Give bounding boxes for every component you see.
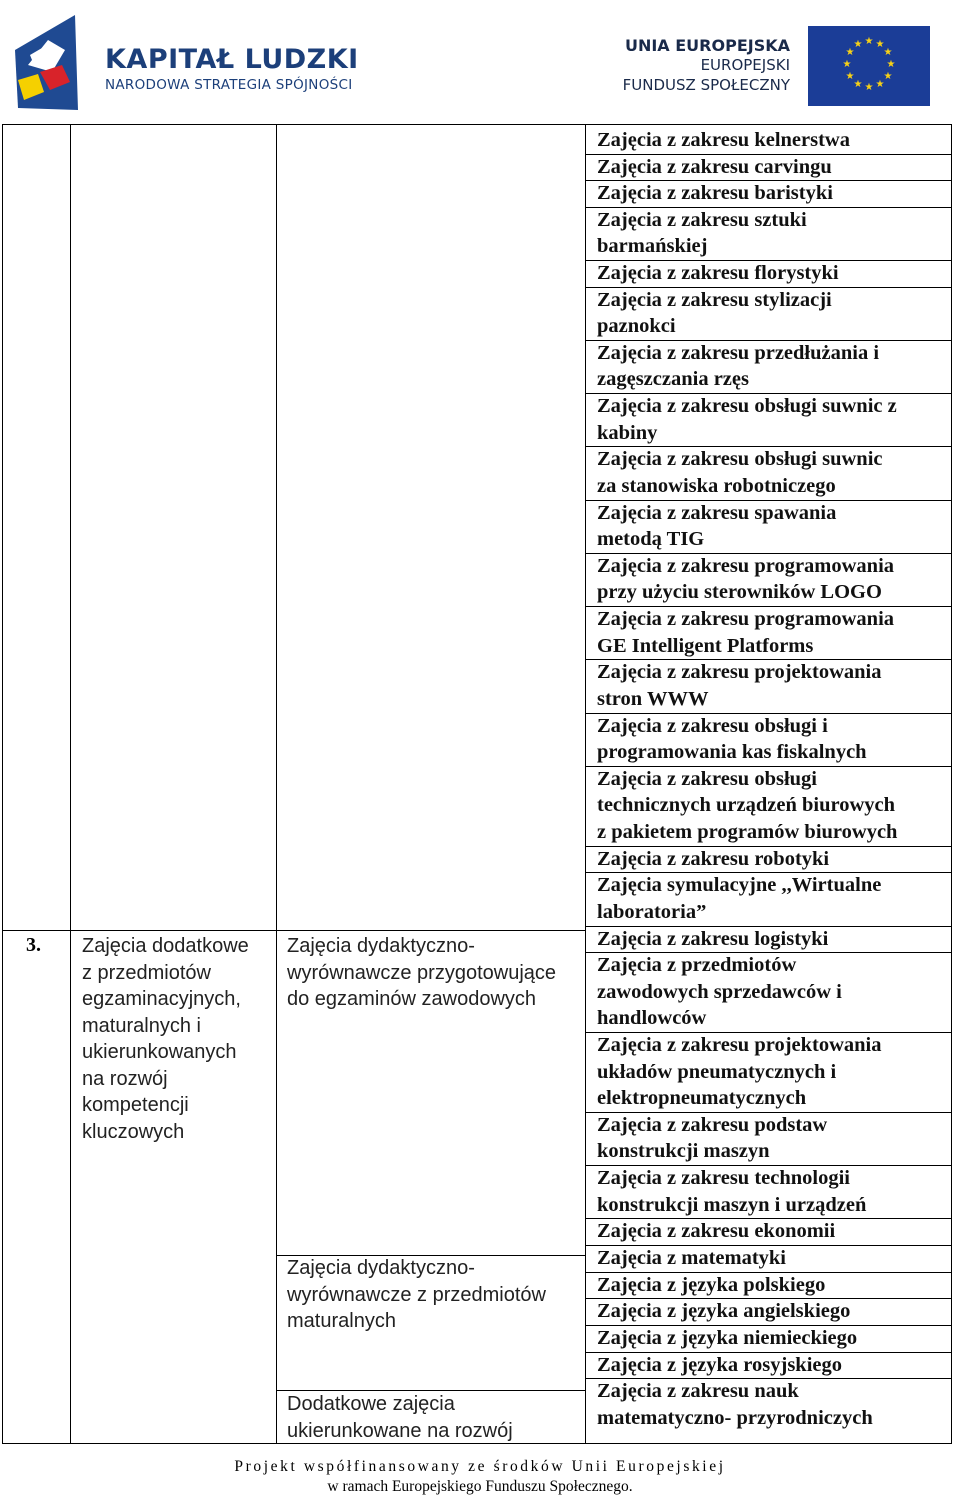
logo-title: KAPITAŁ LUDZKI — [105, 44, 359, 75]
activity-item: Zajęcia z języka niemieckiego — [597, 1326, 858, 1349]
activity-item: Zajęcia symulacyjne ,,Wirtualne laboratoria” — [597, 874, 882, 923]
activity-item: Zajęcia z zakresu podstaw konstrukcji maszyn — [597, 1113, 828, 1163]
activity-item: Zajęcia z zakresu nauk matematyczno- przyrodniczych — [597, 1380, 873, 1429]
svg-text:★: ★ — [845, 47, 855, 58]
page-header — [0, 0, 960, 118]
activity-item: Zajęcia z języka angielskiego — [597, 1300, 851, 1323]
sub-category-matura: Zajęcia dydaktyczno- wyrównawcze z przedmiotów maturalnych — [287, 1257, 546, 1332]
eu-label-line2: EUROPEJSKI — [700, 56, 790, 74]
svg-text:★: ★ — [845, 71, 855, 82]
eu-flag-icon — [808, 26, 930, 106]
svg-text:★: ★ — [864, 82, 874, 93]
main-category-text: Zajęcia dodatkowe z przedmiotów egzaminacyjnych, maturalnych i ukierunkowanych na rozwój kompetencji kluczowych — [82, 935, 249, 1143]
activity-item: Zajęcia z zakresu obsługi technicznych urządzeń biurowych z pakietem programów biurowych — [597, 767, 898, 843]
activity-item: Zajęcia z zakresu logistyki — [597, 927, 829, 950]
activity-item: Zajęcia z zakresu carvingu — [597, 155, 832, 178]
row-number: 3. — [26, 934, 41, 956]
kapital-ludzki-logo-icon — [10, 10, 80, 118]
activity-item: Zajęcia z zakresu ekonomii — [597, 1220, 836, 1243]
activity-item: Zajęcia z zakresu technologii konstrukcji maszyn i urządzeń — [597, 1167, 867, 1216]
activity-item: Zajęcia z zakresu florystyki — [597, 262, 839, 285]
activity-item: Zajęcia z zakresu obsługi i programowania kas fiskalnych — [597, 714, 867, 764]
activity-item: Zajęcia z zakresu programowania GE Intelligent Platforms — [597, 608, 895, 657]
sub-category-additional: Dodatkowe zajęcia ukierunkowane na rozwój — [287, 1393, 513, 1442]
svg-text:★: ★ — [883, 71, 893, 82]
activity-item: Zajęcia z zakresu robotyki — [597, 847, 830, 870]
sub-category-exam-prep: Zajęcia dydaktyczno- wyrównawcze przygotowujące do egzaminów zawodowych — [287, 935, 557, 1010]
activity-item: Zajęcia z zakresu stylizacji paznokci — [597, 288, 832, 338]
svg-text:★: ★ — [864, 36, 874, 47]
activity-item: Zajęcia z zakresu projektowania stron WWW — [597, 661, 882, 710]
activity-item: Zajęcia z zakresu projektowania układów pneumatycznych i elektropneumatycznych — [597, 1034, 882, 1110]
activity-item: Zajęcia z zakresu obsługi suwnic za stanowiska robotniczego — [597, 448, 883, 497]
svg-text:★: ★ — [875, 79, 885, 90]
activity-item: Zajęcia z języka polskiego — [597, 1273, 826, 1296]
eu-label-line3: FUNDUSZ SPOŁECZNY — [622, 76, 790, 94]
svg-text:★: ★ — [842, 59, 852, 70]
svg-text:★: ★ — [886, 59, 896, 70]
activity-item: Zajęcia z matematyki — [597, 1247, 786, 1270]
activity-item: Zajęcia z języka rosyjskiego — [597, 1353, 842, 1376]
activity-item: Zajęcia z zakresu obsługi suwnic z kabiny — [597, 395, 897, 444]
svg-text:★: ★ — [853, 39, 863, 50]
svg-text:★: ★ — [883, 47, 893, 58]
eu-label-line1: UNIA EUROPEJSKA — [624, 36, 790, 55]
footer-line2: w ramach Europejskiego Funduszu Społecznego. — [327, 1478, 633, 1495]
activity-item: Zajęcia z zakresu sztuki barmańskiej — [597, 208, 807, 258]
footer-line1: Projekt współfinansowany ze środków Unii Europejskiej — [234, 1458, 726, 1475]
activity-item: Zajęcia z zakresu przedłużania i zagęszczania rzęs — [597, 341, 880, 391]
activity-item: Zajęcia z przedmiotów zawodowych sprzedawców i handlowców — [597, 954, 842, 1030]
activity-item: Zajęcia z zakresu kelnerstwa — [597, 129, 850, 151]
svg-text:★: ★ — [875, 39, 885, 50]
activity-item: Zajęcia z zakresu baristyki — [597, 182, 833, 205]
activity-item: Zajęcia z zakresu spawania metodą TIG — [597, 501, 837, 551]
logo-subtitle: NARODOWA STRATEGIA SPÓJNOŚCI — [105, 77, 353, 93]
svg-text:★: ★ — [853, 79, 863, 90]
activity-item: Zajęcia z zakresu programowania przy użyciu sterowników LOGO — [597, 554, 895, 604]
